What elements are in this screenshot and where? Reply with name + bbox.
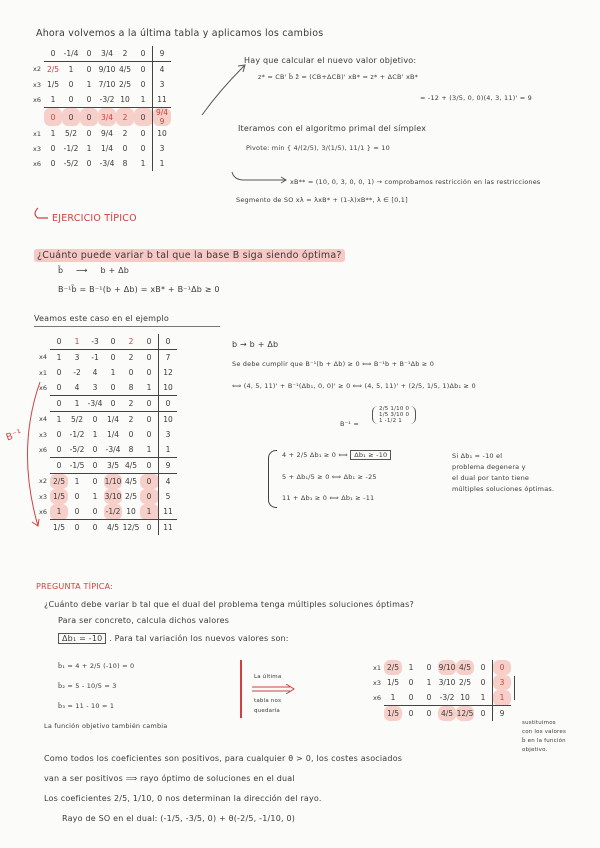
tableau-cell: 1 xyxy=(493,690,512,706)
tableau-cell: 0 xyxy=(402,690,420,706)
tableau-cell: -2 xyxy=(73,368,81,377)
cond-1-boxed: Δb₁ ≥ -10 xyxy=(350,450,391,460)
tableau-cell: 0 xyxy=(80,46,98,62)
question-1 xyxy=(34,250,345,261)
tableau-1 xyxy=(30,46,171,171)
tableau-cell: 10 xyxy=(159,412,178,428)
tableau-cell: 0 xyxy=(68,504,86,520)
tableau-cell: 9 xyxy=(153,46,172,62)
tableau-cell: -5/2 xyxy=(63,159,79,168)
question-2: ¿Cuánto debe variar b tal que el dual del problema tenga múltiples soluciones óptimas? xyxy=(44,600,414,609)
note1-line1: Hay que calcular el nuevo valor objetivo: xyxy=(244,56,417,65)
tableau-row xyxy=(370,660,511,675)
tableau-row xyxy=(30,141,171,156)
tableau-cell: 0 xyxy=(74,523,80,532)
tableau-cell: 0 xyxy=(86,442,104,458)
tableau-cell: 0 xyxy=(408,709,414,718)
note1-line2: z* = CB' b̄ z̃ = (CB+ΔCB)' xB* = z* + ΔCB' xB* xyxy=(258,73,419,81)
tableau-cell: 3 xyxy=(74,353,80,362)
tableau-row xyxy=(30,77,171,92)
tableau-cell: 1/5 xyxy=(52,523,66,532)
tableau-cell: 0 xyxy=(140,458,159,474)
tableau-cell: 1 xyxy=(159,442,178,458)
tableau-cell: 0 xyxy=(128,368,134,377)
tableau-cell: 3/4 xyxy=(98,46,116,62)
tableau-cell: 0 xyxy=(86,504,104,520)
tableau-cell: 12 xyxy=(159,365,178,380)
tableau-cell: -1 xyxy=(91,353,99,362)
tableau-cell: 7/10 xyxy=(98,80,116,89)
tableau-cell: 0 xyxy=(159,334,178,350)
tableau-cell: 9/10 xyxy=(98,65,116,74)
boxed-value: Δb₁ = -10 xyxy=(58,633,106,644)
row-label xyxy=(30,46,44,62)
tableau-cell: 0 xyxy=(50,334,68,350)
tableau-cell: 3 xyxy=(493,675,512,690)
tableau-cell: 10 xyxy=(153,126,172,141)
tableau-cell: 1 xyxy=(50,504,68,520)
tableau-cell: 5/2 xyxy=(70,415,84,424)
section-title-2: PREGUNTA TÍPICA: xyxy=(36,582,114,591)
tableau-cell: 1 xyxy=(140,504,159,520)
tableau-cell: 1 xyxy=(74,477,80,486)
eq1: b̃ ⟶ b + Δb xyxy=(58,266,130,275)
cond-1-text: 4 + 2/5 Δb₁ ≥ 0 ⟺ xyxy=(282,451,348,459)
row-label: x6 xyxy=(39,383,47,392)
tableau-cell: 11 xyxy=(159,520,178,536)
arrow-note-2: tabla nos xyxy=(254,698,282,704)
tableau-cell: 1 xyxy=(50,129,56,138)
tableau-cell: 3 xyxy=(153,141,172,156)
q2-line2: Para ser concreto, calcula dichos valores xyxy=(58,616,230,625)
new-b2: b̃₂ = 5 - 10/5 = 3 xyxy=(58,682,117,690)
tableau-cell: 4 xyxy=(68,380,86,396)
tableau-cell: 1 xyxy=(140,442,159,458)
tableau-cell: 2 xyxy=(128,415,134,424)
tableau-cell: 3/5 xyxy=(104,458,122,474)
brace xyxy=(268,450,277,508)
question-1-text: ¿Cuánto puede variar b tal que la base B siga siendo óptima? xyxy=(34,249,345,262)
binv-row: 2/5 1/10 0 xyxy=(379,406,410,412)
tableau-cell: 0 xyxy=(140,129,146,138)
tableau-cell: 0 xyxy=(56,430,62,439)
tableau-row xyxy=(30,46,171,62)
tableau-cell: 1 xyxy=(426,678,432,687)
note2-line2: Pivote: min { 4/(2/5), 3/(1/5), 11/1 } = 10 xyxy=(246,144,390,152)
tableau-row xyxy=(370,706,511,722)
tableau-cell: 0 xyxy=(493,660,512,675)
tableau-row xyxy=(36,520,177,536)
tableau-cell: 0 xyxy=(68,80,74,89)
tableau-cell: 0 xyxy=(480,678,486,687)
tableau-cell: 0 xyxy=(480,663,486,672)
tableau-cell: 2/5 xyxy=(124,492,138,501)
tableau-cell: 0 xyxy=(128,430,134,439)
q2-line3 xyxy=(58,634,289,643)
tableau-row xyxy=(36,350,177,366)
tableau-cell: 2 xyxy=(116,108,134,127)
tableau-cell: 0 xyxy=(104,334,122,350)
row-label: x2 xyxy=(39,477,47,486)
tableau-cell: -3/4 xyxy=(104,442,122,458)
row-label: x6 xyxy=(39,445,47,454)
note2-line1: Iteramos con el algoritmo primal del símplex xyxy=(238,124,427,133)
note3-line1: xB** = (10, 0, 3, 0, 0, 1) → comprobamos restricción en las restricciones xyxy=(290,178,541,186)
binv-matrix xyxy=(372,406,416,424)
binv-row: 1/5 3/10 0 xyxy=(379,412,410,418)
tableau-cell: 0 xyxy=(146,353,152,362)
tableau-row xyxy=(30,108,171,127)
tableau-cell: 1 xyxy=(56,415,62,424)
tableau-cell: 3/10 xyxy=(104,489,122,504)
tableau-cell: 0 xyxy=(50,458,68,474)
tableau-cell: 1 xyxy=(134,92,153,108)
tableau-cell: 1/4 xyxy=(106,415,120,424)
tableau-cell: 2/5 xyxy=(50,474,68,490)
row-label xyxy=(30,108,44,127)
tableau-cell: 0 xyxy=(56,368,62,377)
tableau-cell: 0 xyxy=(140,489,159,504)
row-label: x6 xyxy=(33,159,41,168)
tableau-3 xyxy=(370,660,511,721)
tableau-cell: 4/5 xyxy=(438,706,456,722)
side-note-3: b̃ en la función xyxy=(522,738,566,744)
tableau-cell: 1 xyxy=(68,65,74,74)
tableau-cell: 2 xyxy=(122,396,140,412)
tableau-cell: 8 xyxy=(122,380,140,396)
tableau-cell: 0 xyxy=(134,46,153,62)
tableau-cell: 1/5 xyxy=(50,489,68,504)
tableau-cell: 0 xyxy=(146,368,152,377)
tableau-cell: 1 xyxy=(408,663,414,672)
row-label: x4 xyxy=(39,353,47,362)
tableau-cell: 10 xyxy=(159,380,178,396)
cond-note-1: Si Δb₁ = -10 el xyxy=(452,452,503,460)
tableau-cell: 2/5 xyxy=(46,65,60,74)
tableau-cell: 4/5 xyxy=(456,660,474,675)
tableau-cell: 1 xyxy=(474,690,493,706)
tableau-row xyxy=(36,412,177,428)
tableau-row xyxy=(30,126,171,141)
tableau-cell: 4/5 xyxy=(118,65,132,74)
row-label: x6 xyxy=(373,693,381,702)
row-label: x3 xyxy=(33,144,41,153)
tableau-cell: 9/10 xyxy=(438,660,456,675)
tableau-cell: 0 xyxy=(140,334,159,350)
tableau-row xyxy=(36,334,177,350)
tableau-cell: 0 xyxy=(426,663,432,672)
tableau-cell: 2 xyxy=(122,334,140,350)
tableau-cell: 2/5 xyxy=(458,678,472,687)
row-label: x6 xyxy=(33,95,41,104)
tableau-cell: 0 xyxy=(140,474,159,490)
red-divider xyxy=(240,660,242,718)
side-note-2: con los valores xyxy=(522,729,567,735)
tableau-cell: 1/5 xyxy=(386,678,400,687)
tableau-cell: 1 xyxy=(68,396,86,412)
tableau-cell: 12/5 xyxy=(122,523,140,532)
tableau-cell: 0 xyxy=(122,144,128,153)
tableau-row xyxy=(36,365,177,380)
cond-1 xyxy=(282,451,391,459)
note4-line2: Se debe cumplir que B⁻¹(b + Δb) ≥ 0 ⟺ B⁻¹b + B⁻¹Δb ≥ 0 xyxy=(232,360,435,368)
row-label: x4 xyxy=(39,415,47,424)
side-note-4: objetivo. xyxy=(522,747,548,753)
tableau-cell: 0 xyxy=(44,46,62,62)
eq1-left: b̃ xyxy=(58,266,64,275)
tableau-cell: 0 xyxy=(80,92,98,108)
tableau-cell: 4/5 xyxy=(124,477,138,486)
cond-note-3: el dual por tanto tiene xyxy=(452,474,530,482)
tableau-cell: 4 xyxy=(159,474,178,490)
tableau-cell: 1 xyxy=(384,690,402,706)
tableau-cell: 0 xyxy=(140,80,146,89)
arrow-right-icon xyxy=(230,170,290,184)
tableau-cell: 1 xyxy=(140,159,146,168)
tableau-cell: 1/4 xyxy=(106,430,120,439)
tableau-cell: 0 xyxy=(92,477,98,486)
tableau-cell: 9/4 9 xyxy=(153,108,172,127)
tableau-cell: 11 xyxy=(153,92,172,108)
tableau-cell: 1/4 xyxy=(100,144,114,153)
tableau-cell: 0 xyxy=(146,415,152,424)
tableau-cell: 0 xyxy=(140,396,159,412)
tableau-row xyxy=(30,156,171,171)
tableau-cell: 10 xyxy=(456,690,474,706)
tableau-cell: 1 xyxy=(44,92,62,108)
row-label: x1 xyxy=(373,663,381,672)
tableau-row xyxy=(30,92,171,108)
tableau-cell: 2/5 xyxy=(384,660,402,675)
tableau-cell: 1 xyxy=(56,353,62,362)
tableau-cell: 0 xyxy=(62,108,80,127)
tableau-row xyxy=(36,442,177,458)
equals-bar xyxy=(514,676,519,700)
tableau-cell: -1/2 xyxy=(104,504,122,520)
curl-arrow-icon xyxy=(30,206,50,222)
row-label: x3 xyxy=(39,492,47,501)
final-4: Rayo de SO en el dual: (-1/5, -3/5, 0) + θ(-2/5, -1/10, 0) xyxy=(62,814,296,823)
tableau-cell: 1/5 xyxy=(46,80,60,89)
tableau-cell: 0 xyxy=(86,129,92,138)
tableau-row xyxy=(36,504,177,520)
tableau-cell: -1/2 xyxy=(63,144,79,153)
tableau-cell: -3/2 xyxy=(438,690,456,706)
tableau-cell: 1/5 xyxy=(384,706,402,722)
arrow-icon xyxy=(200,60,250,120)
q2-line3-text: . Para tal variación los nuevos valores son: xyxy=(109,634,289,643)
tableau-cell: 10 xyxy=(116,92,134,108)
tableau-cell: 5 xyxy=(159,489,178,504)
tableau-cell: 3/10 xyxy=(438,678,456,687)
tableau-cell: 2/5 xyxy=(118,80,132,89)
tableau-cell: 1 xyxy=(110,368,116,377)
tableau-cell: 4 xyxy=(92,368,98,377)
note4-line3: ⟺ (4, 5, 11)' + B⁻¹(Δb₁, 0, 0)' ≥ 0 ⟺ (4, 5, 11)' + (2/5, 1/5, 1)Δb₁ ≥ 0 xyxy=(232,382,476,390)
tableau-cell: 3 xyxy=(86,380,104,396)
tableau-cell: 4 xyxy=(153,62,172,78)
example-title: Veamos este caso en el ejemplo xyxy=(34,314,169,323)
tableau-cell: 0 xyxy=(140,65,146,74)
binv-row: 1 -1/2 1 xyxy=(379,418,402,424)
tableau-cell: 12/5 xyxy=(456,706,474,722)
tableau-cell: 0 xyxy=(86,65,92,74)
tableau-cell: 0 xyxy=(408,678,414,687)
fo-changes: La función objetivo también cambia xyxy=(44,722,168,730)
row-label: x3 xyxy=(39,430,47,439)
tableau-cell: 0 xyxy=(44,108,62,127)
tableau-cell: -1/5 xyxy=(68,458,86,474)
tableau-cell: 1 xyxy=(86,144,92,153)
row-label: x6 xyxy=(39,507,47,516)
tableau-cell: 0 xyxy=(92,415,98,424)
new-b1: b̃₁ = 4 + 2/5 (-10) = 0 xyxy=(58,662,135,670)
tableau-row xyxy=(30,62,171,78)
tableau-cell: 1 xyxy=(153,156,172,171)
tableau-cell: 4/5 xyxy=(106,523,120,532)
tableau-row xyxy=(370,690,511,706)
tableau-cell: 9 xyxy=(159,458,178,474)
tableau-cell: 0 xyxy=(74,492,80,501)
row-label: x2 xyxy=(33,65,41,74)
row-label xyxy=(370,706,384,722)
tableau-cell: 0 xyxy=(86,159,92,168)
tableau-cell: 0 xyxy=(140,144,146,153)
double-arrow-icon xyxy=(250,684,296,694)
note4-line1: b → b + Δb xyxy=(232,340,279,349)
tableau-cell: 0 xyxy=(50,144,56,153)
tableau-cell: 3 xyxy=(153,77,172,92)
tableau-cell: 1 xyxy=(92,492,98,501)
section-title-1: EJERCICIO TÍPICO xyxy=(52,213,137,224)
final-3: Los coeficientes 2/5, 1/10, 0 nos determinan la dirección del rayo. xyxy=(44,794,322,803)
tableau-cell: 1/10 xyxy=(104,474,122,490)
tableau-cell: 3 xyxy=(159,427,178,442)
row-label: x1 xyxy=(39,368,47,377)
tableau-cell: 7 xyxy=(159,350,178,366)
binv-eq: B⁻¹ = xyxy=(340,420,360,428)
tableau-row xyxy=(36,458,177,474)
new-b3: b̃₃ = 11 - 10 = 1 xyxy=(58,702,115,710)
row-label: x1 xyxy=(33,129,41,138)
intro-text: Ahora volvemos a la última tabla y aplicamos los cambios xyxy=(36,28,324,39)
tableau-cell: -3/4 xyxy=(99,159,115,168)
tableau-row xyxy=(36,474,177,490)
arrow-note-1: La última xyxy=(254,674,282,680)
tableau-cell: 1 xyxy=(92,430,98,439)
tableau-cell: 9 xyxy=(493,706,512,722)
tableau-cell: 0 xyxy=(50,159,56,168)
tableau-cell: 0 xyxy=(50,396,68,412)
tableau-cell: 10 xyxy=(122,504,140,520)
tableau-cell: 1 xyxy=(68,334,86,350)
note1-line3: = -12 + (3/5, 0, 0)(4, 3, 11)' = 9 xyxy=(420,94,532,102)
tableau-cell: 9/4 xyxy=(100,129,114,138)
arrow-note-3: quedaría xyxy=(254,708,280,714)
tableau-cell: 0 xyxy=(80,108,98,127)
tableau-cell: 11 xyxy=(159,504,178,520)
tableau-cell: 1 xyxy=(86,80,92,89)
tableau-cell: 2 xyxy=(128,353,134,362)
tableau-row xyxy=(36,489,177,504)
tableau-cell: 0 xyxy=(420,690,438,706)
tableau-cell: 3/4 xyxy=(98,108,116,127)
tableau-cell: -1/2 xyxy=(69,430,85,439)
row-label xyxy=(36,334,50,350)
tableau-cell: 0 xyxy=(62,92,80,108)
tableau-cell: -3 xyxy=(86,334,104,350)
tableau-cell: 0 xyxy=(159,396,178,412)
tableau-cell: 4/5 xyxy=(122,458,140,474)
row-label: x3 xyxy=(33,80,41,89)
tableau-cell: 0 xyxy=(50,442,68,458)
eq1-right: b + Δb xyxy=(100,266,130,275)
tableau-cell: -3/2 xyxy=(98,92,116,108)
tableau-cell: 0 xyxy=(104,396,122,412)
tableau-cell: -3/4 xyxy=(86,396,104,412)
tableau-cell: 0 xyxy=(146,430,152,439)
row-label: x3 xyxy=(373,678,381,687)
binv-label: B⁻¹ xyxy=(4,427,24,444)
tableau-cell: 0 xyxy=(92,523,98,532)
cond-note-4: múltiples soluciones óptimas. xyxy=(452,485,555,493)
tableau-cell: 1 xyxy=(140,380,159,396)
tableau-cell: 0 xyxy=(86,458,104,474)
final-2: van a ser positivos ⟹ rayo óptimo de soluciones en el dual xyxy=(44,774,295,783)
tableau-cell: 0 xyxy=(104,380,122,396)
tableau-cell: -1/4 xyxy=(62,46,80,62)
tableau-cell: 2 xyxy=(122,129,128,138)
cond-3: 11 + Δb₁ ≥ 0 ⟺ Δb₁ ≥ -11 xyxy=(282,494,375,502)
cond-note-2: problema degenera y xyxy=(452,463,526,471)
tableau-row xyxy=(370,675,511,690)
bracket-arrow-icon xyxy=(14,380,44,530)
tableau-row xyxy=(36,396,177,412)
tableau-cell: 5/2 xyxy=(64,129,78,138)
tableau-cell: 8 xyxy=(122,159,128,168)
tableau-cell: 0 xyxy=(110,353,116,362)
tableau-cell: 0 xyxy=(134,108,153,127)
tableau-row xyxy=(36,427,177,442)
tableau-2 xyxy=(36,334,177,535)
tableau-cell: 0 xyxy=(50,380,68,396)
tableau-cell: 2 xyxy=(116,46,134,62)
tableau-cell: 0 xyxy=(146,523,152,532)
tableau-cell: 0 xyxy=(426,709,432,718)
tableau-row xyxy=(36,380,177,396)
note3-line2: Segmento de SO xλ = λxB* + (1-λ)xB**, λ ∈ [0,1] xyxy=(236,196,408,204)
underline xyxy=(34,326,220,327)
tableau-cell: -5/2 xyxy=(68,442,86,458)
side-note-1: sustituimos xyxy=(522,720,556,726)
eq2: B⁻¹b̃ = B⁻¹(b + Δb) = xB* + B⁻¹Δb ≥ 0 xyxy=(58,285,220,294)
final-1: Como todos los coeficientes son positivos, para cualquier θ > 0, los costes asociados xyxy=(44,754,403,763)
cond-2: 5 + Δb₁/5 ≥ 0 ⟺ Δb₁ ≥ -25 xyxy=(282,473,377,481)
tableau-cell: 8 xyxy=(122,442,140,458)
tableau-cell: 0 xyxy=(480,709,486,718)
